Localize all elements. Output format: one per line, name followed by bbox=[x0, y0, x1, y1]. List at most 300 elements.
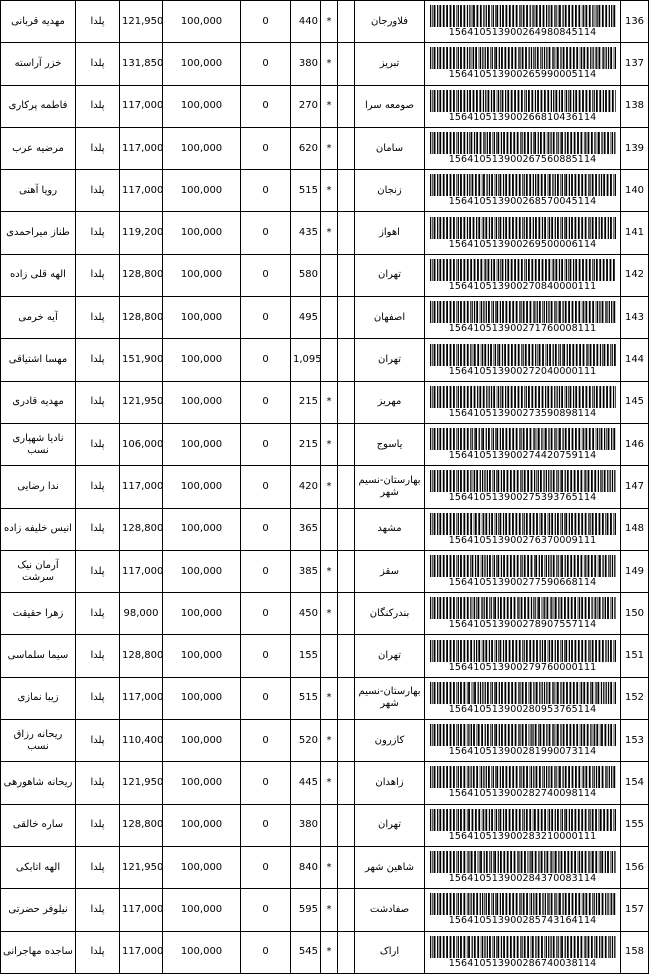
empty-cell bbox=[338, 127, 355, 169]
weight-cell: 270 bbox=[291, 85, 321, 127]
table-row bbox=[1, 720, 649, 762]
amount-cell: 117,000 bbox=[120, 466, 163, 508]
barcode-cell bbox=[425, 170, 621, 212]
row-number-cell: 151 bbox=[621, 635, 649, 677]
barcode-cell bbox=[425, 931, 621, 973]
city-cell: بندرکنگان bbox=[355, 593, 425, 635]
status-cell: پلدا bbox=[76, 297, 120, 339]
base-fee-cell: 100,000 bbox=[163, 804, 241, 846]
weight-cell: 595 bbox=[291, 889, 321, 931]
recipient-name-cell: آرمان نیک سرشت bbox=[1, 550, 76, 592]
row-number-cell: 146 bbox=[621, 423, 649, 465]
barcode-number: 156410513900276370009111 bbox=[448, 534, 597, 546]
barcode bbox=[428, 344, 617, 377]
weight-cell: 215 bbox=[291, 423, 321, 465]
base-fee-cell: 100,000 bbox=[163, 297, 241, 339]
table-row bbox=[1, 170, 649, 212]
base-fee-cell: 100,000 bbox=[163, 635, 241, 677]
extra-fee-cell: 0 bbox=[241, 720, 291, 762]
amount-cell: 117,000 bbox=[120, 677, 163, 719]
table-row bbox=[1, 43, 649, 85]
row-number-cell: 136 bbox=[621, 1, 649, 43]
city-cell: کازرون bbox=[355, 720, 425, 762]
status-cell: پلدا bbox=[76, 762, 120, 804]
city-cell: اهواز bbox=[355, 212, 425, 254]
city-cell: تهران bbox=[355, 339, 425, 381]
barcode bbox=[428, 724, 617, 757]
barcode-number: 156410513900267560885114 bbox=[448, 154, 597, 166]
city-cell: صفادشت bbox=[355, 889, 425, 931]
flag-cell: * bbox=[321, 677, 338, 719]
status-cell: پلدا bbox=[76, 677, 120, 719]
barcode bbox=[428, 682, 617, 715]
row-number-cell: 157 bbox=[621, 889, 649, 931]
table-row bbox=[1, 593, 649, 635]
row-number-cell: 143 bbox=[621, 297, 649, 339]
table-row bbox=[1, 466, 649, 508]
flag-cell: * bbox=[321, 127, 338, 169]
extra-fee-cell: 0 bbox=[241, 381, 291, 423]
flag-cell: * bbox=[321, 889, 338, 931]
extra-fee-cell: 0 bbox=[241, 635, 291, 677]
city-cell: بهارستان-نسیم شهر bbox=[355, 677, 425, 719]
status-cell: پلدا bbox=[76, 846, 120, 888]
empty-cell bbox=[338, 85, 355, 127]
base-fee-cell: 100,000 bbox=[163, 846, 241, 888]
barcode-number: 156410513900282740098114 bbox=[448, 788, 597, 800]
flag-cell bbox=[321, 297, 338, 339]
barcode-cell bbox=[425, 635, 621, 677]
barcode-bars bbox=[430, 893, 616, 915]
flag-cell: * bbox=[321, 85, 338, 127]
amount-cell: 117,000 bbox=[120, 931, 163, 973]
recipient-name-cell: ریحانه شاهورهی bbox=[1, 762, 76, 804]
barcode-number: 156410513900285743164114 bbox=[448, 915, 597, 927]
base-fee-cell: 100,000 bbox=[163, 550, 241, 592]
barcode-bars bbox=[430, 47, 616, 69]
barcode bbox=[428, 47, 617, 80]
barcode-number: 156410513900272040000111 bbox=[448, 365, 597, 377]
row-number-cell: 139 bbox=[621, 127, 649, 169]
recipient-name-cell: مهسا اشتیاقی bbox=[1, 339, 76, 381]
recipient-name-cell: آیه خرمی bbox=[1, 297, 76, 339]
status-cell: پلدا bbox=[76, 804, 120, 846]
weight-cell: 515 bbox=[291, 677, 321, 719]
barcode-bars bbox=[430, 301, 616, 323]
flag-cell: * bbox=[321, 381, 338, 423]
weight-cell: 580 bbox=[291, 254, 321, 296]
barcode bbox=[428, 90, 617, 123]
weight-cell: 620 bbox=[291, 127, 321, 169]
weight-cell: 545 bbox=[291, 931, 321, 973]
extra-fee-cell: 0 bbox=[241, 1, 291, 43]
city-cell: مشهد bbox=[355, 508, 425, 550]
status-cell: پلدا bbox=[76, 508, 120, 550]
flag-cell bbox=[321, 804, 338, 846]
recipient-name-cell: طناز میراحمدی bbox=[1, 212, 76, 254]
city-cell: تهران bbox=[355, 635, 425, 677]
city-cell: اراک bbox=[355, 931, 425, 973]
weight-cell: 435 bbox=[291, 212, 321, 254]
recipient-name-cell: زهرا حقیقت bbox=[1, 593, 76, 635]
recipient-name-cell: مهدیه قربانی bbox=[1, 1, 76, 43]
barcode-bars bbox=[430, 90, 616, 112]
barcode bbox=[428, 513, 617, 546]
amount-cell: 117,000 bbox=[120, 889, 163, 931]
status-cell: پلدا bbox=[76, 1, 120, 43]
city-cell: صومعه سرا bbox=[355, 85, 425, 127]
city-cell: یاسوج bbox=[355, 423, 425, 465]
empty-cell bbox=[338, 339, 355, 381]
barcode-cell bbox=[425, 85, 621, 127]
flag-cell: * bbox=[321, 720, 338, 762]
table-row bbox=[1, 677, 649, 719]
barcode bbox=[428, 640, 617, 673]
city-cell: اصفهان bbox=[355, 297, 425, 339]
base-fee-cell: 100,000 bbox=[163, 889, 241, 931]
weight-cell: 420 bbox=[291, 466, 321, 508]
table-row bbox=[1, 931, 649, 973]
base-fee-cell: 100,000 bbox=[163, 43, 241, 85]
barcode-cell bbox=[425, 846, 621, 888]
barcode-cell bbox=[425, 254, 621, 296]
status-cell: پلدا bbox=[76, 339, 120, 381]
barcode-number: 156410513900281990073114 bbox=[448, 746, 597, 758]
amount-cell: 106,000 bbox=[120, 423, 163, 465]
row-number-cell: 155 bbox=[621, 804, 649, 846]
barcode bbox=[428, 555, 617, 588]
status-cell: پلدا bbox=[76, 212, 120, 254]
barcode bbox=[428, 597, 617, 630]
table-row bbox=[1, 339, 649, 381]
flag-cell: * bbox=[321, 43, 338, 85]
extra-fee-cell: 0 bbox=[241, 677, 291, 719]
status-cell: پلدا bbox=[76, 254, 120, 296]
row-number-cell: 149 bbox=[621, 550, 649, 592]
barcode-number: 156410513900278907557114 bbox=[448, 619, 597, 631]
barcode-number: 156410513900265990005114 bbox=[448, 69, 597, 81]
base-fee-cell: 100,000 bbox=[163, 423, 241, 465]
extra-fee-cell: 0 bbox=[241, 85, 291, 127]
base-fee-cell: 100,000 bbox=[163, 339, 241, 381]
amount-cell: 151,900 bbox=[120, 339, 163, 381]
barcode-cell bbox=[425, 297, 621, 339]
amount-cell: 128,800 bbox=[120, 254, 163, 296]
weight-cell: 520 bbox=[291, 720, 321, 762]
flag-cell: * bbox=[321, 466, 338, 508]
barcode bbox=[428, 386, 617, 419]
weight-cell: 445 bbox=[291, 762, 321, 804]
row-number-cell: 147 bbox=[621, 466, 649, 508]
flag-cell bbox=[321, 508, 338, 550]
barcode-bars bbox=[430, 470, 616, 492]
barcode-cell bbox=[425, 762, 621, 804]
barcode-number: 156410513900277590668114 bbox=[448, 577, 597, 588]
table-row bbox=[1, 381, 649, 423]
row-number-cell: 153 bbox=[621, 720, 649, 762]
amount-cell: 117,000 bbox=[120, 170, 163, 212]
extra-fee-cell: 0 bbox=[241, 127, 291, 169]
base-fee-cell: 100,000 bbox=[163, 127, 241, 169]
weight-cell: 365 bbox=[291, 508, 321, 550]
barcode-number: 156410513900284370083114 bbox=[448, 873, 597, 885]
barcode-number: 156410513900274420759114 bbox=[448, 450, 597, 462]
barcode-bars bbox=[430, 809, 616, 831]
row-number-cell: 158 bbox=[621, 931, 649, 973]
city-cell: زنجان bbox=[355, 170, 425, 212]
city-cell: تهران bbox=[355, 254, 425, 296]
barcode-bars bbox=[430, 132, 616, 154]
table-row bbox=[1, 550, 649, 592]
empty-cell bbox=[338, 508, 355, 550]
city-cell: زاهدان bbox=[355, 762, 425, 804]
barcode-cell bbox=[425, 1, 621, 43]
empty-cell bbox=[338, 43, 355, 85]
barcode-cell bbox=[425, 212, 621, 254]
empty-cell bbox=[338, 931, 355, 973]
barcode bbox=[428, 936, 617, 969]
barcode-bars bbox=[430, 640, 616, 662]
row-number-cell: 140 bbox=[621, 170, 649, 212]
status-cell: پلدا bbox=[76, 889, 120, 931]
base-fee-cell: 100,000 bbox=[163, 212, 241, 254]
barcode bbox=[428, 809, 617, 842]
empty-cell bbox=[338, 423, 355, 465]
recipient-name-cell: انیس خلیفه زاده bbox=[1, 508, 76, 550]
barcode bbox=[428, 174, 617, 207]
recipient-name-cell: فاطمه پرکاری bbox=[1, 85, 76, 127]
base-fee-cell: 100,000 bbox=[163, 466, 241, 508]
extra-fee-cell: 0 bbox=[241, 297, 291, 339]
table-row bbox=[1, 889, 649, 931]
barcode-bars bbox=[430, 936, 616, 958]
recipient-name-cell: الهه اتابکی bbox=[1, 846, 76, 888]
status-cell: پلدا bbox=[76, 127, 120, 169]
barcode-number: 156410513900275393765114 bbox=[448, 492, 597, 504]
empty-cell bbox=[338, 550, 355, 592]
amount-cell: 121,950 bbox=[120, 1, 163, 43]
base-fee-cell: 100,000 bbox=[163, 593, 241, 635]
barcode-bars bbox=[430, 344, 616, 366]
empty-cell bbox=[338, 677, 355, 719]
extra-fee-cell: 0 bbox=[241, 846, 291, 888]
table-row bbox=[1, 846, 649, 888]
barcode-number: 156410513900271760008111 bbox=[448, 323, 597, 335]
extra-fee-cell: 0 bbox=[241, 550, 291, 592]
empty-cell bbox=[338, 720, 355, 762]
barcode-number: 156410513900268570045114 bbox=[448, 196, 597, 208]
barcode bbox=[428, 5, 617, 38]
extra-fee-cell: 0 bbox=[241, 762, 291, 804]
weight-cell: 380 bbox=[291, 43, 321, 85]
city-cell: تهران bbox=[355, 804, 425, 846]
row-number-cell: 144 bbox=[621, 339, 649, 381]
barcode-number: 156410513900270840000111 bbox=[448, 280, 597, 292]
base-fee-cell: 100,000 bbox=[163, 677, 241, 719]
table-row bbox=[1, 254, 649, 296]
barcode-cell bbox=[425, 466, 621, 508]
recipient-name-cell: رویا آهنی bbox=[1, 170, 76, 212]
barcode bbox=[428, 259, 617, 292]
barcode-bars bbox=[430, 5, 616, 27]
recipient-name-cell: نیلوفر حضرتی bbox=[1, 889, 76, 931]
amount-cell: 128,800 bbox=[120, 804, 163, 846]
empty-cell bbox=[338, 254, 355, 296]
recipient-name-cell: زیبا نمازی bbox=[1, 677, 76, 719]
amount-cell: 121,950 bbox=[120, 846, 163, 888]
recipient-name-cell: ساجده مهاجرانی bbox=[1, 931, 76, 973]
table-row bbox=[1, 85, 649, 127]
flag-cell: * bbox=[321, 212, 338, 254]
flag-cell: * bbox=[321, 593, 338, 635]
base-fee-cell: 100,000 bbox=[163, 85, 241, 127]
barcode-cell bbox=[425, 804, 621, 846]
empty-cell bbox=[338, 297, 355, 339]
base-fee-cell: 100,000 bbox=[163, 170, 241, 212]
table-row bbox=[1, 127, 649, 169]
weight-cell: 385 bbox=[291, 550, 321, 592]
empty-cell bbox=[338, 635, 355, 677]
status-cell: پلدا bbox=[76, 593, 120, 635]
city-cell: بهارستان-نسیم شهر bbox=[355, 466, 425, 508]
barcode-cell bbox=[425, 593, 621, 635]
status-cell: پلدا bbox=[76, 931, 120, 973]
amount-cell: 121,950 bbox=[120, 762, 163, 804]
barcode-cell bbox=[425, 339, 621, 381]
weight-cell: 215 bbox=[291, 381, 321, 423]
extra-fee-cell: 0 bbox=[241, 931, 291, 973]
empty-cell bbox=[338, 846, 355, 888]
row-number-cell: 148 bbox=[621, 508, 649, 550]
flag-cell: * bbox=[321, 550, 338, 592]
barcode bbox=[428, 470, 617, 503]
weight-cell: 440 bbox=[291, 1, 321, 43]
barcode-bars bbox=[430, 217, 616, 239]
empty-cell bbox=[338, 170, 355, 212]
extra-fee-cell: 0 bbox=[241, 889, 291, 931]
recipient-name-cell: خزر آراسته bbox=[1, 43, 76, 85]
city-cell: سقز bbox=[355, 550, 425, 592]
table-row bbox=[1, 297, 649, 339]
amount-cell: 117,000 bbox=[120, 85, 163, 127]
flag-cell: * bbox=[321, 846, 338, 888]
barcode-cell bbox=[425, 423, 621, 465]
barcode-number: 156410513900280953765114 bbox=[448, 703, 597, 715]
flag-cell bbox=[321, 339, 338, 381]
weight-cell: 380 bbox=[291, 804, 321, 846]
row-number-cell: 152 bbox=[621, 677, 649, 719]
recipient-name-cell: مهدیه قادری bbox=[1, 381, 76, 423]
barcode-bars bbox=[430, 174, 616, 196]
barcode-cell bbox=[425, 677, 621, 719]
flag-cell bbox=[321, 254, 338, 296]
flag-cell bbox=[321, 635, 338, 677]
status-cell: پلدا bbox=[76, 85, 120, 127]
city-cell: شاهین شهر bbox=[355, 846, 425, 888]
city-cell: تبریز bbox=[355, 43, 425, 85]
barcode-bars bbox=[430, 766, 616, 788]
empty-cell bbox=[338, 762, 355, 804]
status-cell: پلدا bbox=[76, 466, 120, 508]
barcode-bars bbox=[430, 724, 616, 746]
recipient-name-cell: مرضیه عرب bbox=[1, 127, 76, 169]
amount-cell: 119,200 bbox=[120, 212, 163, 254]
barcode bbox=[428, 851, 617, 884]
table-row bbox=[1, 804, 649, 846]
flag-cell: * bbox=[321, 170, 338, 212]
recipient-name-cell: ریحانه رزاق نسب bbox=[1, 720, 76, 762]
weight-cell: 495 bbox=[291, 297, 321, 339]
barcode bbox=[428, 132, 617, 165]
barcode-bars bbox=[430, 259, 616, 281]
base-fee-cell: 100,000 bbox=[163, 931, 241, 973]
extra-fee-cell: 0 bbox=[241, 804, 291, 846]
table-row bbox=[1, 423, 649, 465]
barcode-cell bbox=[425, 550, 621, 592]
amount-cell: 121,950 bbox=[120, 381, 163, 423]
barcode-number: 156410513900266810436114 bbox=[448, 111, 597, 123]
city-cell: سامان bbox=[355, 127, 425, 169]
barcode-bars bbox=[430, 851, 616, 873]
city-cell: مهریز bbox=[355, 381, 425, 423]
extra-fee-cell: 0 bbox=[241, 508, 291, 550]
base-fee-cell: 100,000 bbox=[163, 762, 241, 804]
barcode-number: 156410513900283210000111 bbox=[448, 830, 597, 842]
row-number-cell: 138 bbox=[621, 85, 649, 127]
barcode bbox=[428, 893, 617, 926]
barcode-cell bbox=[425, 43, 621, 85]
barcode-cell bbox=[425, 127, 621, 169]
status-cell: پلدا bbox=[76, 170, 120, 212]
flag-cell: * bbox=[321, 762, 338, 804]
table-row bbox=[1, 762, 649, 804]
recipient-name-cell: سیما سلماسی bbox=[1, 635, 76, 677]
shipment-rows bbox=[1, 1, 649, 974]
base-fee-cell: 100,000 bbox=[163, 254, 241, 296]
amount-cell: 117,000 bbox=[120, 550, 163, 592]
table-row bbox=[1, 212, 649, 254]
empty-cell bbox=[338, 212, 355, 254]
city-cell: فلاورجان bbox=[355, 1, 425, 43]
extra-fee-cell: 0 bbox=[241, 466, 291, 508]
barcode-bars bbox=[430, 428, 616, 450]
barcode-bars bbox=[430, 597, 616, 619]
status-cell: پلدا bbox=[76, 423, 120, 465]
barcode bbox=[428, 301, 617, 334]
barcode-cell bbox=[425, 381, 621, 423]
weight-cell: 155 bbox=[291, 635, 321, 677]
barcode-number: 156410513900269500006114 bbox=[448, 238, 597, 250]
empty-cell bbox=[338, 804, 355, 846]
status-cell: پلدا bbox=[76, 381, 120, 423]
extra-fee-cell: 0 bbox=[241, 254, 291, 296]
row-number-cell: 137 bbox=[621, 43, 649, 85]
base-fee-cell: 100,000 bbox=[163, 381, 241, 423]
barcode bbox=[428, 766, 617, 799]
barcode-cell bbox=[425, 889, 621, 931]
barcode bbox=[428, 428, 617, 461]
recipient-name-cell: نادیا شهپاری نسب bbox=[1, 423, 76, 465]
barcode-number: 156410513900264980845114 bbox=[448, 27, 597, 39]
barcode-cell bbox=[425, 508, 621, 550]
empty-cell bbox=[338, 593, 355, 635]
base-fee-cell: 100,000 bbox=[163, 508, 241, 550]
status-cell: پلدا bbox=[76, 550, 120, 592]
amount-cell: 131,850 bbox=[120, 43, 163, 85]
extra-fee-cell: 0 bbox=[241, 43, 291, 85]
weight-cell: 515 bbox=[291, 170, 321, 212]
empty-cell bbox=[338, 381, 355, 423]
